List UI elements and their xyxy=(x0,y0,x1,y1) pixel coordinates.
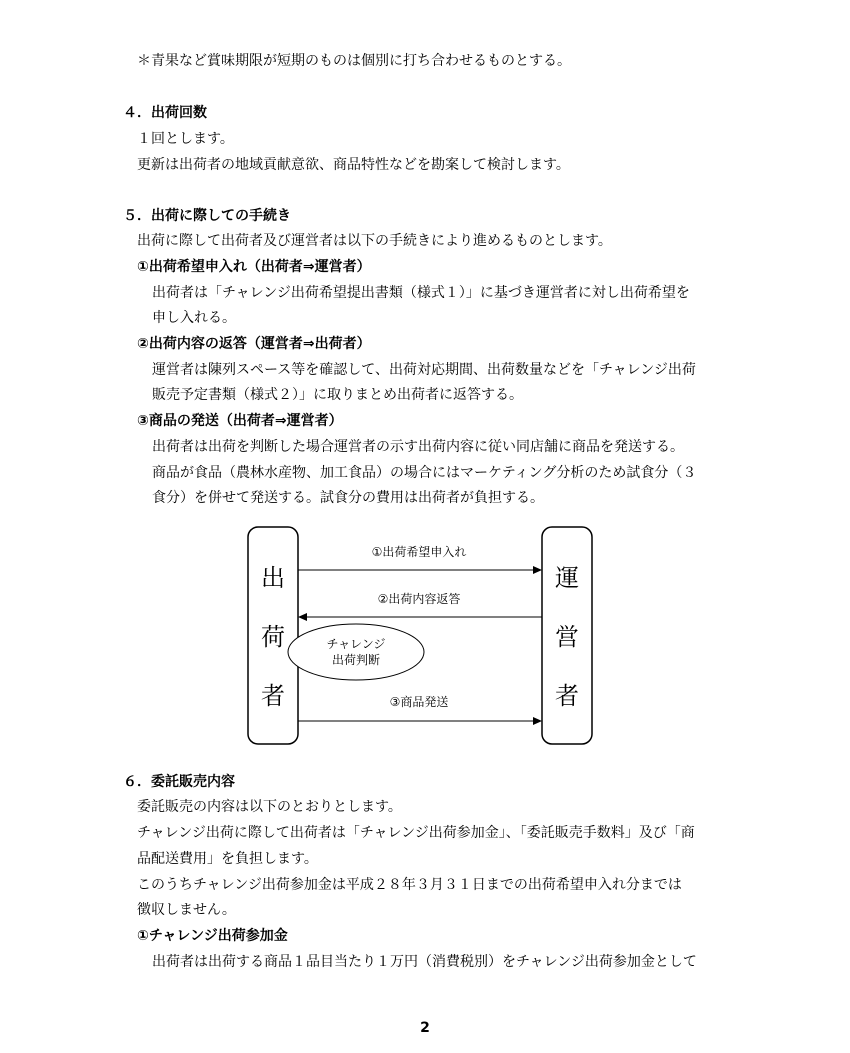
arrow-2-label: ②出荷内容返答 xyxy=(377,592,461,606)
decision-ellipse xyxy=(288,624,424,680)
shipper-char: 荷 xyxy=(261,623,285,651)
shipper-char: 者 xyxy=(261,682,285,710)
arrow-2-head xyxy=(298,613,307,621)
paragraph-line: 更新は出荷者の地域貢献意欲、商品特性などを勘案して検討します。 xyxy=(137,157,570,173)
paragraph-line: 出荷に際して出荷者及び運営者は以下の手続きにより進めるものとします。 xyxy=(137,233,612,249)
arrow-1-label: ①出荷希望申入れ xyxy=(371,545,467,559)
section-5-heading: ５．出荷に際しての手続き xyxy=(123,208,291,224)
paragraph-line: チャレンジ出荷に際して出荷者は「チャレンジ出荷参加金」、「委託販売手数料」及び「商 xyxy=(137,825,695,841)
arrow-3-label: ③商品発送 xyxy=(389,695,449,709)
paragraph-line: このうちチャレンジ出荷参加金は平成２８年３月３１日までの出荷希望申入れ分までは xyxy=(137,877,682,893)
operator-char: 営 xyxy=(555,623,579,651)
subheading-3: ③商品の発送（出荷者⇒運営者） xyxy=(137,413,343,429)
operator-char: 運 xyxy=(555,564,579,592)
subheading-1: ①出荷希望申入れ（出荷者⇒運営者） xyxy=(137,259,371,275)
paragraph-line: 商品が食品（農林水産物、加工食品）の場合にはマーケティング分析のため試食分（３ xyxy=(152,465,697,481)
section-6-heading: ６．委託販売内容 xyxy=(123,774,235,790)
paragraph-line: 出荷者は「チャレンジ出荷希望提出書類（様式１）」に基づき運営者に対し出荷希望を xyxy=(152,285,690,301)
arrow-3-head xyxy=(533,717,542,725)
paragraph-line: 販売予定書類（様式２）」に取りまとめ出荷者に返答する。 xyxy=(152,387,523,403)
page-number: 2 xyxy=(420,1020,430,1036)
paragraph-line: 食分）を併せて発送する。試食分の費用は出荷者が負担する。 xyxy=(152,490,544,506)
paragraph-line: １回とします。 xyxy=(137,131,234,147)
subheading-2: ②出荷内容の返答（運営者⇒出荷者） xyxy=(137,336,371,352)
ellipse-line: 出荷判断 xyxy=(331,653,381,667)
paragraph-line: 委託販売の内容は以下のとおりとします。 xyxy=(137,799,402,815)
shipper-char: 出 xyxy=(261,564,285,592)
ellipse-line: チャレンジ xyxy=(326,637,386,651)
arrow-1-head xyxy=(533,566,542,574)
paragraph-line: 運営者は陳列スペース等を確認して、出荷対応期間、出荷数量などを「チャレンジ出荷 xyxy=(152,362,696,378)
note-line: ＊青果など賞味期限が短期のものは個別に打ち合わせるものとする。 xyxy=(137,53,571,69)
paragraph-line: 品配送費用」を負担します。 xyxy=(137,851,318,867)
paragraph-line: 徴収しません。 xyxy=(137,902,236,918)
paragraph-line: 出荷者は出荷する商品１品目当たり１万円（消費税別）をチャレンジ出荷参加金として xyxy=(152,954,697,970)
paragraph-line: 申し入れる。 xyxy=(152,310,236,326)
subheading-participation-fee: ①チャレンジ出荷参加金 xyxy=(137,928,288,944)
section-4-heading: ４．出荷回数 xyxy=(123,105,207,121)
paragraph-line: 出荷者は出荷を判断した場合運営者の示す出荷内容に従い同店舗に商品を発送する。 xyxy=(152,439,684,455)
operator-char: 者 xyxy=(555,682,579,710)
